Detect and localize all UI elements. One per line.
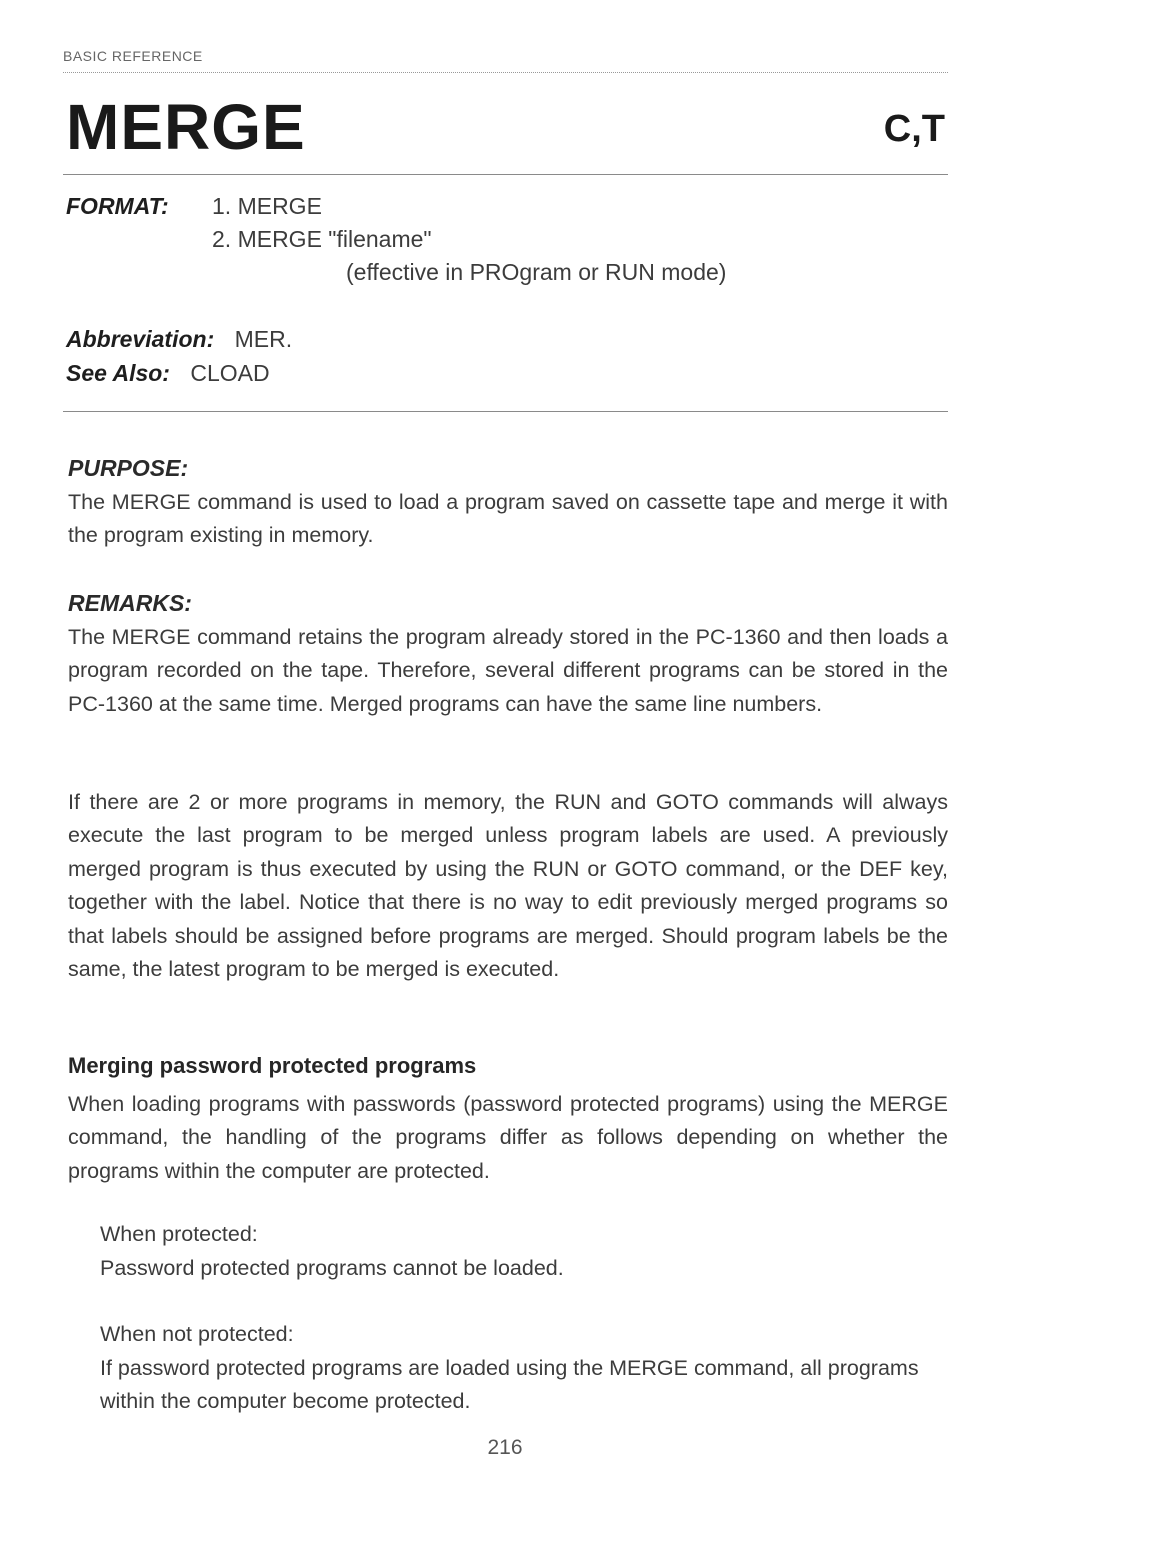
remarks-paragraph-2: If there are 2 or more programs in memory, the RUN and GOTO commands will always execute the last program to be merged unless program labels are used. A previously merged program is thus executed by using the RUN or GOTO command, or the DEF key, together with the label. Notice that there is no way to edit previously merged programs so that labels should be assigned before programs are merged. Should program labels be the same, the latest program to be merged is executed.: [68, 790, 948, 982]
format-block: [66, 190, 169, 223]
format-note: (effective in PROgram or RUN mode): [346, 259, 727, 285]
protected-label: When protected:: [100, 1222, 258, 1246]
not-protected-text: If password protected programs are loaded using the MERGE command, all programs within the computer become protected.: [100, 1356, 919, 1414]
abbreviation-row: [66, 323, 292, 356]
see-also-row: [66, 357, 270, 390]
page-number: 216: [487, 1436, 523, 1459]
mode-indicator: C,T: [883, 108, 945, 150]
page-title: MERGE: [66, 91, 306, 163]
section-label: BASIC REFERENCE: [63, 48, 203, 64]
purpose-heading: PURPOSE:: [68, 455, 189, 481]
see-also-value: CLOAD: [190, 360, 270, 386]
header-block-divider: [63, 411, 948, 412]
abbreviation-value: MER.: [234, 326, 293, 352]
password-section-heading: Merging password protected programs: [68, 1053, 477, 1078]
abbreviation-label: Abbreviation:: [66, 326, 215, 352]
not-protected-label: When not protected:: [100, 1322, 294, 1346]
password-section-intro: When loading programs with passwords (password protected programs) using the MERGE command, the handling of the programs differ as follows depending on whether the programs within the computer are protected.: [68, 1092, 948, 1183]
see-also-label: See Also:: [66, 360, 170, 386]
protected-text: Password protected programs cannot be loaded.: [100, 1256, 564, 1280]
purpose-text: The MERGE command is used to load a program saved on cassette tape and merge it with the program existing in memory.: [68, 490, 948, 548]
remarks-heading: REMARKS:: [68, 590, 192, 616]
format-line-2: 2. MERGE "filename": [212, 226, 432, 252]
header-divider: [63, 72, 948, 73]
title-divider: [63, 174, 948, 175]
format-line-1: 1. MERGE: [212, 193, 322, 219]
format-label: FORMAT:: [66, 193, 169, 219]
remarks-paragraph-1: The MERGE command retains the program already stored in the PC-1360 and then loads a program recorded on the tape. Therefore, several different programs can be stored in the PC-1360 at the same time. Merged programs can have the same line numbers.: [68, 625, 948, 716]
